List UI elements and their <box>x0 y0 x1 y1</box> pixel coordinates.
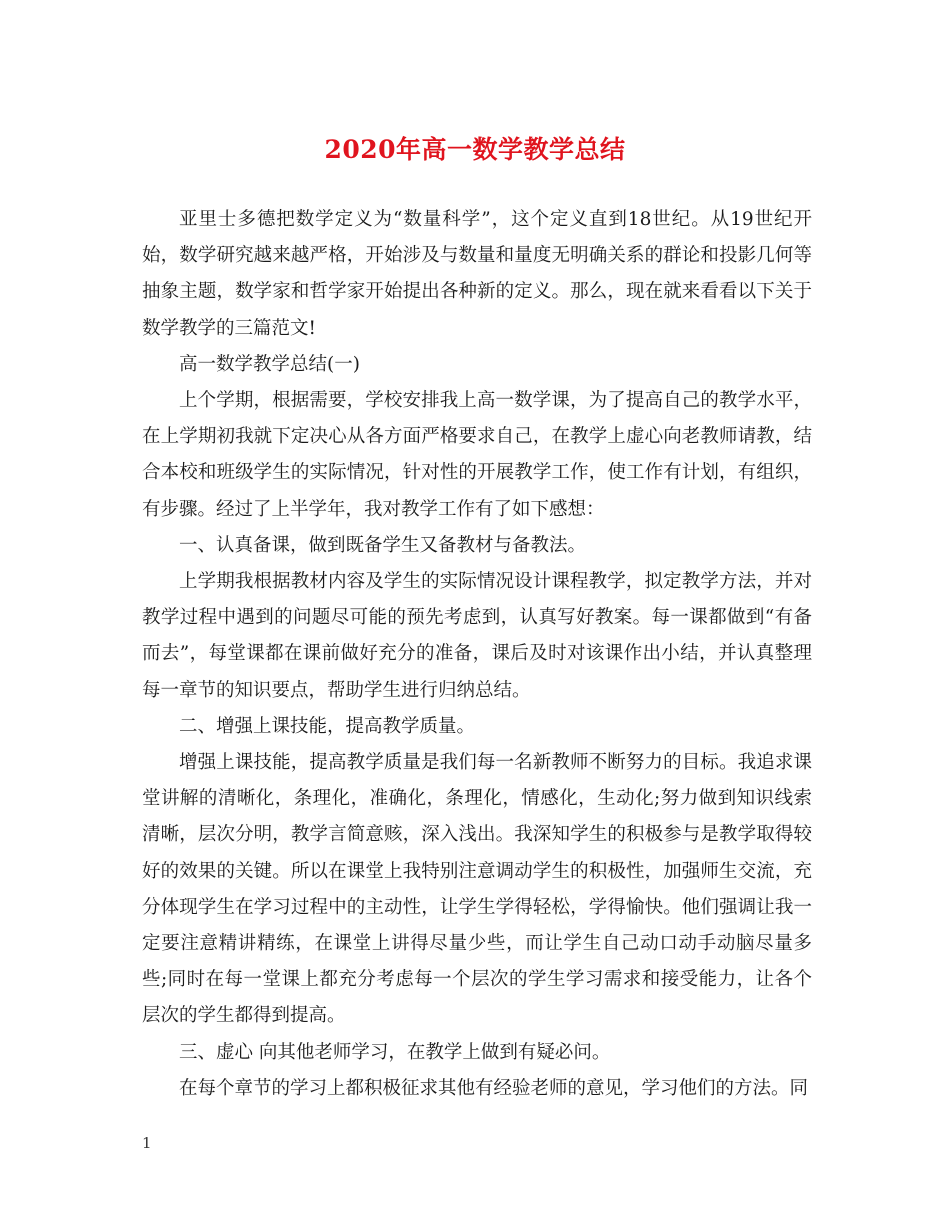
paragraph-point-three-heading: 三、虚心 向其他老师学习，在教学上做到有疑必问。 <box>179 1041 611 1063</box>
document-title: 2020年高一数学教学总结 <box>324 135 626 164</box>
paragraph-point-one-body: 上学期我根据教材内容及学生的实际情况设计课程教学，拟定教学方法，并对教学过程中遇到的问题尽可能的预先考虑到，认真写好教案。每一课都做到“有备而去”，每堂课都在课前做好充分的准备，课后及时对该课作出小结，并认真整理每一章节的知识要点，帮助学生进行归纳总结。 <box>142 571 812 701</box>
paragraph-opening: 上个学期，根据需要，学校安排我上高一数学课，为了提高自己的教学水平，在上学期初我就下定决心从各方面严格要求自己，在教学上虚心向老教师请教，结合本校和班级学生的实际情况，针对性的开展教学工作，使工作有计划，有组织，有步骤。经过了上半学年，我对教学工作有了如下感想： <box>142 390 812 520</box>
document-body <box>142 202 812 1107</box>
paragraph-point-two-heading: 二、增强上课技能，提高教学质量。 <box>179 715 476 737</box>
paragraph-point-one-heading: 一、认真备课，做到既备学生又备教材与备教法。 <box>179 534 587 556</box>
paragraph-intro: 亚里士多德把数学定义为“数量科学”，这个定义直到18世纪。从19世纪开始，数学研究越来越严格，开始涉及与数量和量度无明确关系的群论和投影几何等抽象主题，数学家和哲学家开始提出各种新的定义。那么，现在就来看看以下关于数学教学的三篇范文! <box>142 209 812 339</box>
paragraph-point-two-body: 增强上课技能，提高教学质量是我们每一名新教师不断努力的目标。我追求课堂讲解的清晰化，条理化，准确化，条理化，情感化，生动化;努力做到知识线索清晰，层次分明，教学言简意赅，深入浅出。我深知学生的积极参与是教学取得较好的效果的关键。所以在课堂上我特别注意调动学生的积极性，加强师生交流，充分体现学生在学习过程中的主动性，让学生学得轻松，学得愉快。他们强调让我一定要注意精讲精练，在课堂上讲得尽量少些，而让学生自己动口动手动脑尽量多些;同时在每一堂课上都充分考虑每一个层次的学生学习需求和接受能力，让各个层次的学生都得到提高。 <box>142 752 812 1027</box>
paragraph-point-three-body: 在每个章节的学习上都积极征求其他有经验老师的意见，学习他们的方法。同 <box>179 1077 809 1099</box>
paragraph-section-heading: 高一数学教学总结(一) <box>179 353 360 375</box>
page-number: 1 <box>142 1134 152 1152</box>
